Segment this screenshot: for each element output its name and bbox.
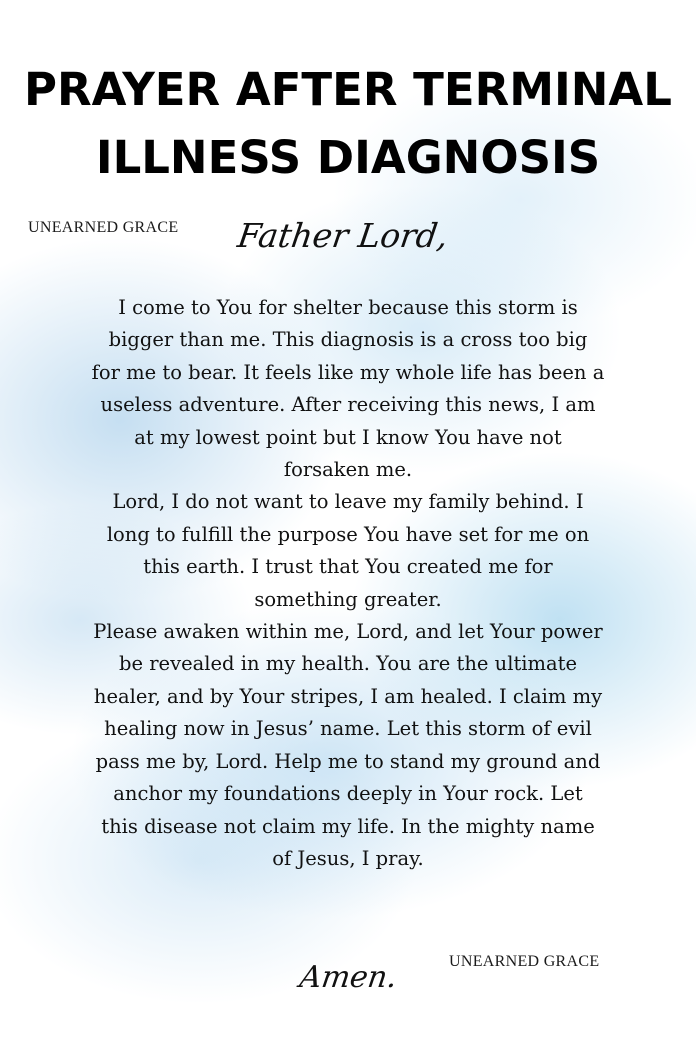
prayer-line: at my lowest point but I know You have not (134, 425, 562, 449)
greeting: Father Lord, (235, 216, 451, 255)
closing-amen: Amen. (297, 960, 400, 995)
prayer-line: long to fulfill the purpose You have set for me on (106, 522, 590, 546)
prayer-line: this disease not claim my life. In the mighty name (101, 814, 595, 838)
prayer-line: useless adventure. After receiving this news, I am (100, 393, 596, 417)
prayer-line: Lord, I do not want to leave my family behind. I (112, 490, 584, 514)
prayer-line: healing now in Jesus’ name. Let this storm of evil (104, 717, 592, 741)
prayer-line: I come to You for shelter because this storm is (118, 296, 578, 319)
prayer-line: for me to bear. It feels like my whole life has been a (91, 360, 605, 384)
prayer-line: bigger than me. This diagnosis is a cross too big (108, 328, 588, 352)
prayer-line: Please awaken within me, Lord, and let Your power (93, 620, 603, 644)
title-line-2: ILLNESS DIAGNOSIS (95, 131, 601, 184)
prayer-line: healer, and by Your stripes, I am healed. I claim my (93, 684, 603, 708)
prayer-line: forsaken me. (283, 458, 413, 482)
prayer-line: be revealed in my health. You are the ultimate (118, 652, 578, 676)
watermark-bottom: UNEARNED GRACE (449, 953, 600, 970)
prayer-body (40, 292, 656, 875)
prayer-line: pass me by, Lord. Help me to stand my ground and (95, 749, 601, 773)
prayer-line: of Jesus, I pray. (272, 846, 424, 870)
prayer-line: anchor my foundations deeply in Your rock. Let (113, 782, 583, 806)
prayer-line: this earth. I trust that You created me for (143, 555, 553, 579)
title-line-1: PRAYER AFTER TERMINAL (24, 63, 672, 116)
watermark-top: UNEARNED GRACE (28, 219, 179, 236)
prayer-line: something greater. (254, 587, 442, 611)
page-title (0, 56, 696, 192)
